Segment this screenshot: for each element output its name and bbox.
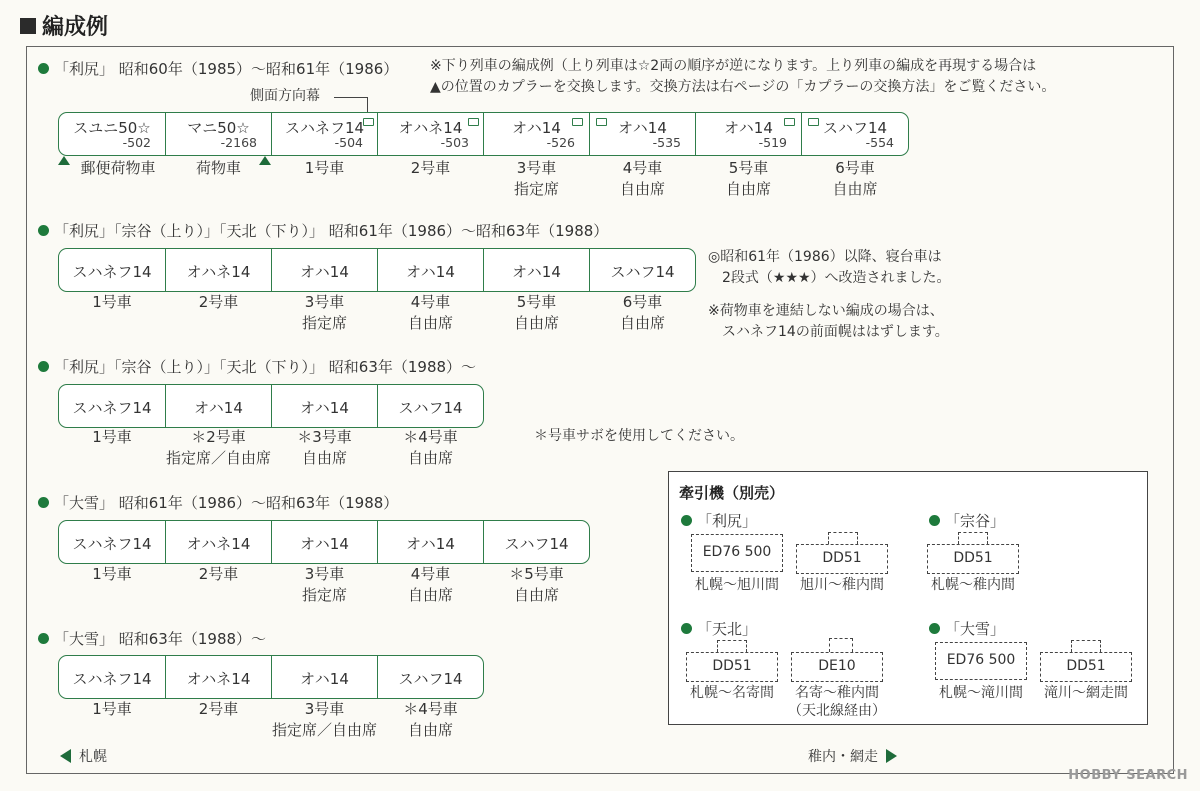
train-car: オハ14 xyxy=(271,520,378,564)
train-car: スハフ14 xyxy=(377,384,484,428)
car-label: 4号車 自由席 xyxy=(407,293,453,332)
train-car: オハ14 xyxy=(483,248,590,292)
section-2-note: ◎昭和61年（1986）以降、寝台車は 2段式（★★★）へ改造されました。 xyxy=(708,249,951,286)
loco-route: 札幌〜旭川間 xyxy=(695,577,779,593)
loco-cab xyxy=(958,532,988,544)
car-label: ＊4号車 自由席 xyxy=(403,700,458,739)
train-car: スハネフ14 xyxy=(58,655,166,699)
bullet-icon xyxy=(38,633,49,644)
bullet-icon xyxy=(38,63,49,74)
loco-cab xyxy=(829,638,853,652)
loco-cab xyxy=(717,640,747,652)
train-car: オハ14 -519 xyxy=(695,112,802,156)
bullet-icon xyxy=(681,623,692,634)
train-car: スハフ14 xyxy=(589,248,696,292)
car-label: 2号車 xyxy=(198,293,239,311)
section-1-note: ※下り列車の編成例（上り列車は☆2両の順序が逆になります。上り列車の編成を再現する場合は ▲の位置のカプラーを交換します。交換方法は右ページの「カプラーの交換方法」をご覧ください。 xyxy=(430,58,1056,95)
side-marker-label: 側面方向幕 xyxy=(250,88,320,104)
train-car: スユニ50☆ -502 xyxy=(58,112,166,156)
car-label: 1号車 xyxy=(92,428,132,446)
direction-right: 稚内・網走 xyxy=(808,746,897,766)
car-label: 6号車 自由席 xyxy=(832,159,878,198)
car-label: 4号車 自由席 xyxy=(407,565,453,604)
section-5-title: 「大雪」 昭和63年（1988）〜 xyxy=(38,628,266,649)
loco-route: 旭川〜稚内間 xyxy=(800,577,884,593)
side-marker-icon xyxy=(468,118,479,126)
loco-group-title: 「宗谷」 xyxy=(929,510,1005,531)
loco-cab xyxy=(1071,640,1101,652)
train-car: オハ14 -526 xyxy=(483,112,590,156)
direction-left: 札幌 xyxy=(60,746,107,766)
car-label: 2号車 xyxy=(198,700,239,718)
section-2-note-2: ※荷物車を連結しない編成の場合は、 スハネフ14の前面幌ははずします。 xyxy=(708,303,949,340)
loco-group-title: 「大雪」 xyxy=(929,618,1005,639)
car-label: ＊3号車 自由席 xyxy=(297,428,352,467)
car-label: 5号車 自由席 xyxy=(725,159,771,198)
side-marker-icon xyxy=(784,118,795,126)
car-label: 2号車 xyxy=(198,565,239,583)
train-car: スハフ14 -554 xyxy=(801,112,909,156)
car-label: 荷物車 xyxy=(195,159,241,177)
locomotive-icon: DD51 xyxy=(927,544,1019,574)
side-marker-icon xyxy=(596,118,607,126)
locomotive-icon: DD51 xyxy=(796,544,888,574)
car-label: 3号車 指定席 xyxy=(513,159,559,198)
section-2-title: 「利尻」「宗谷（上り）」「天北（下り）」 昭和61年（1986）〜昭和63年（1988） xyxy=(38,220,608,241)
train-car: スハネフ14 xyxy=(58,248,166,292)
car-label: 3号車 指定席 xyxy=(301,565,347,604)
loco-route: 名寄〜稚内間 （天北線経由） xyxy=(788,685,886,719)
train-car: オハ14 xyxy=(271,655,378,699)
loco-group-title: 「利尻」 xyxy=(681,510,757,531)
side-marker-leader-line xyxy=(334,97,368,98)
car-label: ＊4号車 自由席 xyxy=(403,428,458,467)
loco-route: 滝川〜網走間 xyxy=(1044,685,1128,701)
bullet-icon xyxy=(929,623,940,634)
train-car: スハフ14 xyxy=(483,520,590,564)
train-car: オハ14 xyxy=(377,520,484,564)
car-label: 1号車 xyxy=(92,565,132,583)
train-car: オハ14 xyxy=(165,384,272,428)
section-3-title: 「利尻」「宗谷（上り）」「天北（下り）」 昭和63年（1988）〜 xyxy=(38,356,476,377)
side-marker-icon xyxy=(808,118,819,126)
locomotive-title: 牽引機（別売） xyxy=(679,484,785,502)
watermark: HOBBY SEARCH xyxy=(1068,768,1188,783)
bullet-icon xyxy=(38,497,49,508)
bullet-icon xyxy=(38,361,49,372)
bullet-icon xyxy=(38,225,49,236)
locomotive-icon: DE10 xyxy=(791,652,883,682)
bullet-icon xyxy=(681,515,692,526)
heading-text: 編成例 xyxy=(42,15,109,40)
car-label: 3号車 指定席／自由席 xyxy=(271,700,377,739)
train-car: オハ14 -535 xyxy=(589,112,696,156)
arrow-left-icon xyxy=(60,749,71,763)
train-car: スハネフ14 xyxy=(58,384,166,428)
bullet-icon xyxy=(929,515,940,526)
side-marker-icon xyxy=(363,118,374,126)
car-label: 1号車 xyxy=(92,293,132,311)
car-label: ＊2号車 指定席／自由席 xyxy=(165,428,271,467)
train-car: オハ14 xyxy=(271,384,378,428)
side-marker-icon xyxy=(572,118,583,126)
train-car: スハネフ14 -504 xyxy=(271,112,378,156)
locomotive-icon: DD51 xyxy=(1040,652,1132,682)
locomotive-box xyxy=(668,471,1148,725)
car-label: 2号車 xyxy=(410,159,451,177)
car-label: 6号車 自由席 xyxy=(619,293,665,332)
locomotive-icon: DD51 xyxy=(686,652,778,682)
coupler-marker-icon xyxy=(58,156,70,165)
locomotive-icon: ED76 500 xyxy=(935,642,1027,680)
loco-route: 札幌〜名寄間 xyxy=(690,685,774,701)
arrow-right-icon xyxy=(886,749,897,763)
section-1-title: 「利尻」 昭和60年（1985）〜昭和61年（1986） xyxy=(38,58,398,79)
car-label: ＊5号車 自由席 xyxy=(509,565,564,604)
train-car: オハ14 xyxy=(377,248,484,292)
car-label: 1号車 xyxy=(304,159,345,177)
loco-group-title: 「天北」 xyxy=(681,618,757,639)
train-car: オハネ14 xyxy=(165,655,272,699)
car-label: 郵便荷物車 xyxy=(80,159,156,177)
train-car: オハ14 xyxy=(271,248,378,292)
car-label: 5号車 自由席 xyxy=(513,293,559,332)
train-car: オハネ14 xyxy=(165,248,272,292)
locomotive-icon: ED76 500 xyxy=(691,534,783,572)
loco-route: 札幌〜稚内間 xyxy=(931,577,1015,593)
train-car: マニ50☆ -2168 xyxy=(165,112,272,156)
page-heading xyxy=(20,10,108,41)
loco-cab xyxy=(828,532,858,544)
heading-square-icon xyxy=(20,18,36,34)
loco-route: 札幌〜滝川間 xyxy=(939,685,1023,701)
car-label: 4号車 自由席 xyxy=(619,159,665,198)
train-car: スハネフ14 xyxy=(58,520,166,564)
train-car: スハフ14 xyxy=(377,655,484,699)
train-car: オハネ14 -503 xyxy=(377,112,484,156)
car-label: 3号車 指定席 xyxy=(301,293,347,332)
section-3-note: ＊号車サボを使用してください。 xyxy=(534,428,744,444)
section-4-title: 「大雪」 昭和61年（1986）〜昭和63年（1988） xyxy=(38,492,398,513)
car-label: 1号車 xyxy=(92,700,132,718)
train-car: オハネ14 xyxy=(165,520,272,564)
